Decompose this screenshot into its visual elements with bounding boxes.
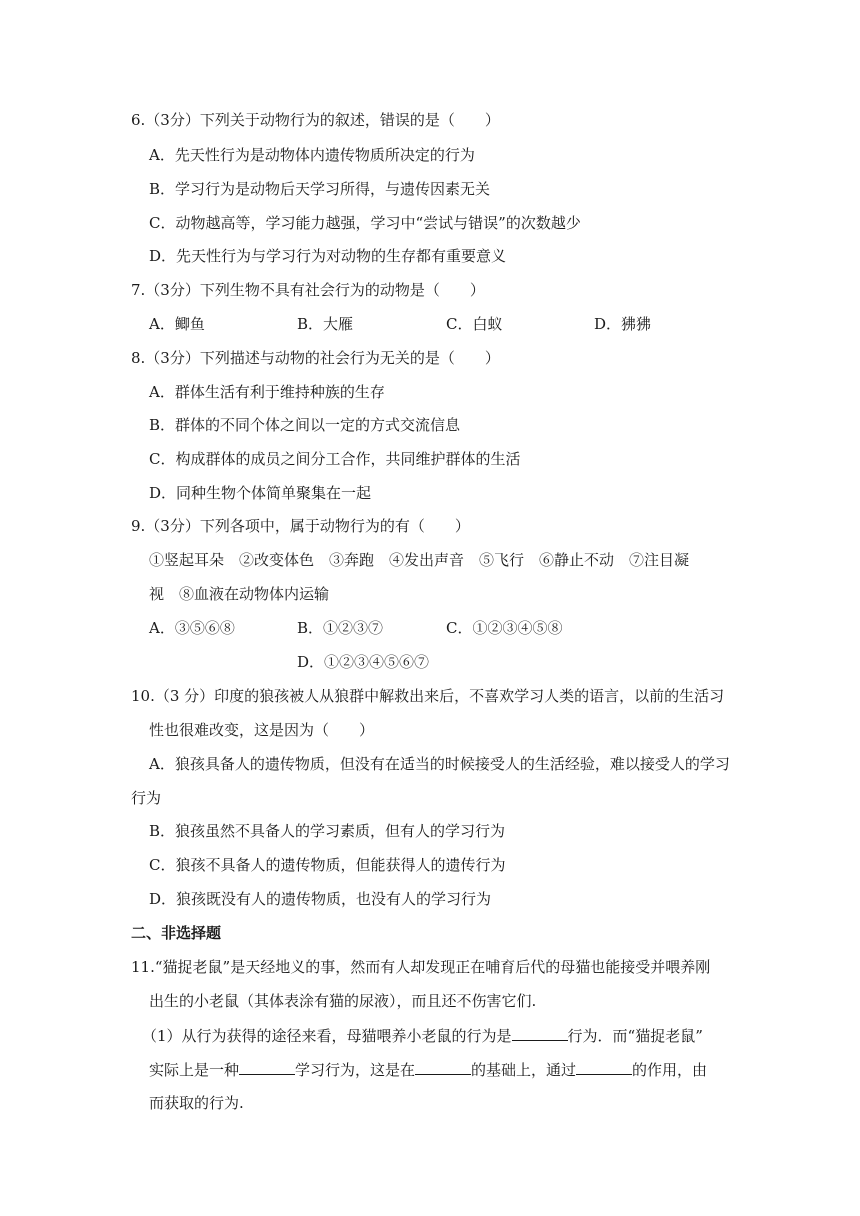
q11-sub1-text-b: 行为．而“猫捉老鼠”: [567, 1027, 703, 1045]
q9-stem: 9.（3分）下列各项中，属于动物行为的有（ ）: [131, 517, 470, 535]
q8-stem: 8.（3分）下列描述与动物的社会行为无关的是（ ）: [131, 349, 500, 367]
q7-option-d: D．狒狒: [594, 315, 652, 333]
q11-sub1-text-d: 学习行为，这是在: [295, 1061, 416, 1079]
q9-option-c: C．①②③④⑤⑧: [446, 619, 563, 637]
q9-items-line1: ①竖起耳朵 ②改变体色 ③奔跑 ④发出声音 ⑤飞行 ⑥静止不动 ⑦注目凝: [149, 551, 690, 569]
q10-stem-line1: 10.（3 分）印度的狼孩被人从狼群中解救出来后，不喜欢学习人类的语言，以前的生活习: [131, 687, 725, 705]
q11-sub1-text-e: 的基础上，通过: [471, 1061, 577, 1079]
q11-sub1-text-c: 实际上是一种: [149, 1061, 240, 1079]
q11-sub1-text-a: （1）从行为获得的途径来看，母猫喂养小老鼠的行为是: [142, 1027, 512, 1045]
q10-option-b: B．狼孩虽然不具备人的学习素质，但有人的学习行为: [149, 822, 506, 840]
q11-blank-3[interactable]: [415, 1059, 471, 1075]
q11-blank-4[interactable]: [576, 1059, 632, 1075]
q6-option-c: C．动物越高等，学习能力越强，学习中“尝试与错误”的次数越少: [149, 214, 581, 232]
q9-option-b: B．①②③⑦: [297, 619, 384, 637]
q10-option-d: D．狼孩既没有人的遗传物质，也没有人的学习行为: [149, 890, 492, 908]
q10-stem-line2: 性也很难改变，这是因为（ ）: [149, 721, 375, 739]
section-title: 二、非选择题: [131, 924, 222, 942]
q9-items-line2: 视 ⑧血液在动物体内运输: [149, 585, 330, 603]
q10-option-a-line2: 行为: [131, 789, 162, 807]
q9-option-d: D．①②③④⑤⑥⑦: [297, 653, 430, 671]
q8-option-a: A．群体生活有利于维持种族的生存: [149, 383, 385, 401]
q6-option-a: A．先天性行为是动物体内遗传物质所决定的行为: [149, 146, 475, 164]
q11-blank-1[interactable]: [512, 1025, 568, 1041]
q11-sub1-text-f: 的作用，由: [632, 1061, 708, 1079]
q6-stem: 6.（3分）下列关于动物行为的叙述，错误的是（ ）: [131, 111, 500, 129]
q6-option-b: B．学习行为是动物后天学习所得，与遗传因素无关: [149, 180, 491, 198]
q11-sub1-line1: [142, 1025, 703, 1045]
q7-option-c: C．白蚁: [446, 315, 503, 333]
q10-option-c: C．狼孩不具备人的遗传物质，但能获得人的遗传行为: [149, 856, 506, 874]
q11-stem-line2: 出生的小老鼠（其体表涂有猫的尿液），而且还不伤害它们.: [149, 992, 537, 1010]
q11-blank-2[interactable]: [239, 1059, 295, 1075]
q6-option-d: D．先天性行为与学习行为对动物的生存都有重要意义: [149, 247, 507, 265]
q9-option-a: A．③⑤⑥⑧: [149, 619, 235, 637]
q10-option-a-line1: A．狼孩具备人的遗传物质，但没有在适当的时候接受人的生活经验，难以接受人的学习: [149, 755, 730, 773]
q7-option-b: B．大雁: [297, 315, 354, 333]
q8-option-d: D．同种生物个体简单聚集在一起: [149, 484, 372, 502]
q8-option-b: B．群体的不同个体之间以一定的方式交流信息: [149, 416, 461, 434]
q7-stem: 7.（3分）下列生物不具有社会行为的动物是（ ）: [131, 281, 485, 299]
q11-sub1-line3: 而获取的行为.: [149, 1094, 244, 1112]
q11-stem-line1: 11.“猫捉老鼠”是天经地义的事，然而有人却发现正在哺育后代的母猫也能接受并喂养刚: [131, 958, 711, 976]
q8-option-c: C．构成群体的成员之间分工合作，共同维护群体的生活: [149, 450, 521, 468]
q7-option-a: A．鲫鱼: [149, 315, 205, 333]
q11-sub1-line2: [149, 1059, 707, 1079]
